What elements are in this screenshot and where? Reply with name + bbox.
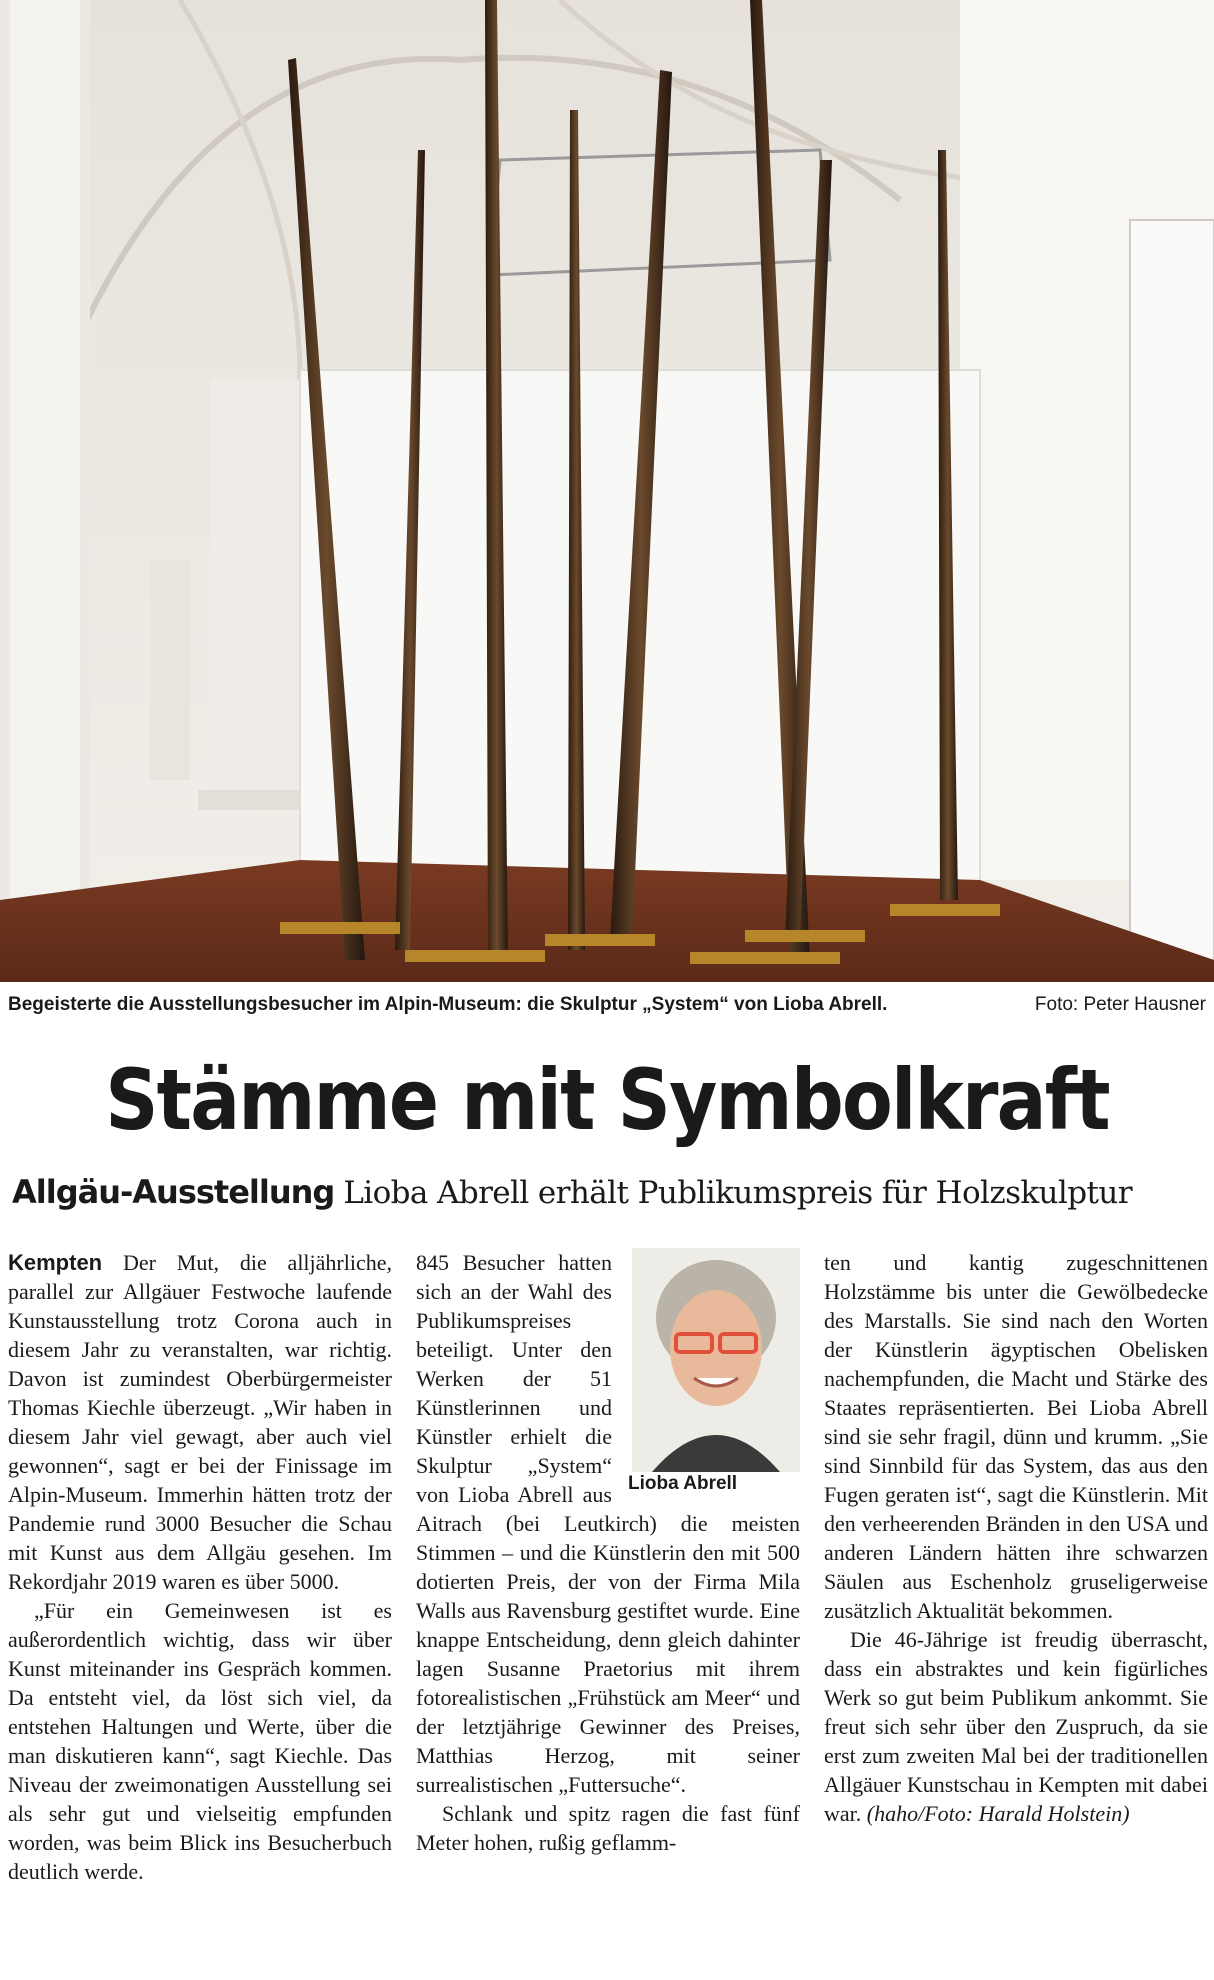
paragraph (8, 1248, 392, 1596)
article-column-3 (824, 1248, 1208, 1828)
subheadline (12, 1168, 1202, 1216)
paragraph: ten und kantig zugeschnittenen Holzstämme bis unter die Gewölbedecke des Marstalls. Sie sind nach den Worten der Künstlerin ägyptischen Obelisken nachempfunden, die Macht und Stärke des Staates repräsentierten. Bei Lioba Abrell sind sie sehr fragil, dünn und krumm. „Sie sind Sinnbild für das System, das aus den Fugen geraten ist“, sagt die Künstlerin. Mit den verheerenden Bränden in den USA und anderen Ländern hätten ihre schwarzen Säulen aus Eschenholz gruseligerweise zusätzlich Aktualität bekommen. (824, 1250, 1208, 1623)
portrait-label: Lioba Abrell (624, 1472, 741, 1496)
photo-caption-bar (8, 990, 1206, 1020)
paragraph-text: 845 Besucher hatten sich an der Wahl des Publikumspreises beteiligt. Unter den Werken der 51 Künstlerinnen und Künstler erhielt die Skulptur „System“ von Lioba Abrell aus Aitrach (bei Leutkirch) die meisten Stimmen – und die Künstlerin den mit 500 dotierten Preis, der von der Firma Mila Walls aus Ravensburg gestiftet wurde. Eine knappe Entscheidung, denn gleich dahinter lagen Susanne Praetorius mit ihrem fotorealistischen „Frühstück am Meer“ und der letztjährige Gewinner des Preises, Matthias Herzog, mit seiner surrealistischen „Futtersuche“. (416, 1250, 800, 1797)
subheadline-kicker: Allgäu-Ausstellung (12, 1173, 335, 1211)
subheadline-text: Lioba Abrell erhält Publikumspreis für Holzskulptur (343, 1175, 1132, 1211)
article-body (0, 1248, 1214, 1978)
paragraph: Schlank und spitz ragen die fast fünf Meter hohen, rußig geflamm- (416, 1801, 800, 1855)
paragraph-text: Der Mut, die alljährliche, parallel zur Allgäuer Festwoche laufende Kunstausstellung trotz Corona auch in diesem Jahr zu veranstalten, war richtig. Davon ist zumindest Oberbürgermeister Thomas Kiechle überzeugt. „Wir haben in diesem Jahr viel gewagt, aber auch viel gewonnen“, sagt er bei der Finissage im Alpin-Museum. Immerhin hätten trotz der Pandemie rund 3000 Besucher die Schau mit Kunst aus dem Allgäu gesehen. Im Rekordjahr 2019 waren es über 5000. (8, 1250, 393, 1594)
paragraph (824, 1625, 1208, 1828)
photo-caption: Begeisterte die Ausstellungsbesucher im Alpin-Museum: die Skulptur „System“ von Lioba Abrell. (8, 994, 888, 1015)
dateline: Kempten (8, 1250, 103, 1275)
article-column-1 (8, 1248, 392, 1886)
author-signature: (haho/Foto: Harald Holstein) (866, 1801, 1130, 1826)
headline: Stämme mit Symbolkraft (105, 1051, 1109, 1149)
paragraph (416, 1248, 800, 1799)
photo-credit: Foto: Peter Hausner (1034, 994, 1206, 1015)
portrait-photo (632, 1248, 800, 1472)
portrait-box (620, 1248, 800, 1492)
paragraph: „Für ein Gemeinwesen ist es außerordentlich wichtig, dass wir über Kunst miteinander ins Gespräch kommen. Da entsteht viel, da löst sich viel, da entstehen Haltungen und Werte, über die man diskutieren kann“, sagt Kiechle. Das Niveau der zweimonatigen Ausstellung sei als sehr gut und vielseitig empfunden worden, was beim Blick ins Besucherbuch deutlich werde. (8, 1598, 392, 1884)
paragraph-text: Die 46-Jährige ist freudig überrascht, dass ein abstraktes und kein figürliches Werk so gut beim Publikum ankommt. Sie freut sich sehr über den Zuspruch, da sie erst zum zweiten Mal bei der traditionellen Allgäuer Kunstschau in Kempten mit dabei war. (824, 1627, 1208, 1826)
exhibition-photo (0, 0, 1214, 982)
article-column-2 (416, 1248, 800, 1857)
